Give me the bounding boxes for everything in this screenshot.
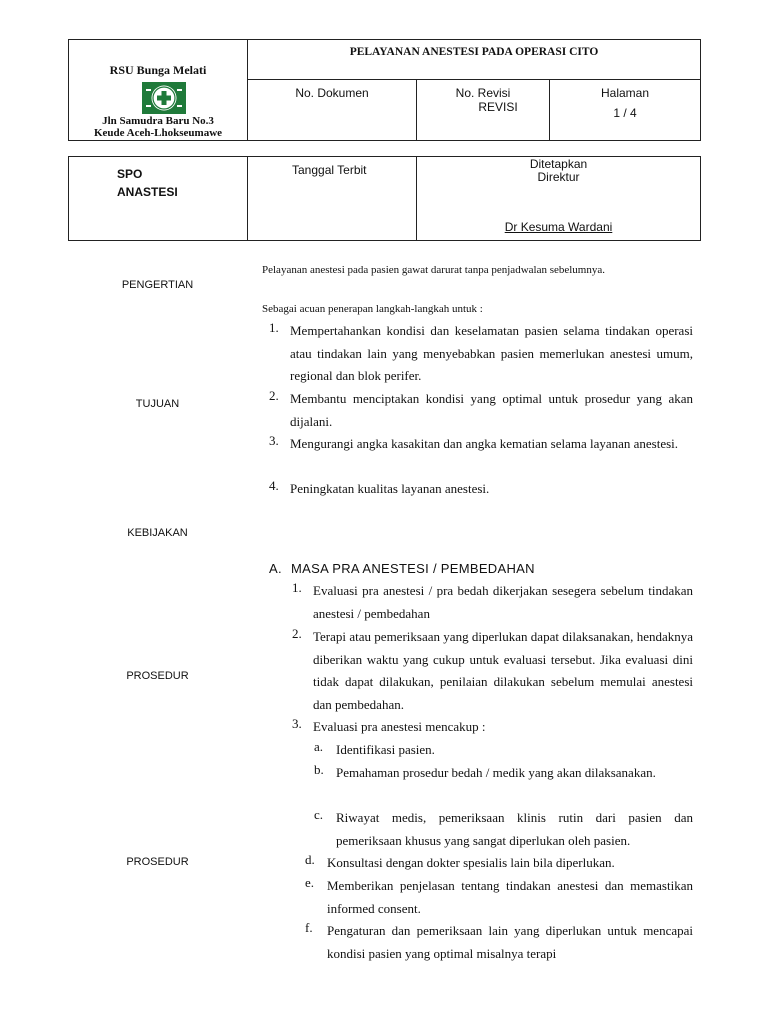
evaluasi-subitem-text: Konsultasi dengan dokter spesialis lain bila diperlukan.	[327, 855, 615, 870]
spo-cell	[69, 157, 248, 241]
doc-title: PELAYANAN ANESTESI PADA OPERASI CITO	[349, 46, 599, 58]
evaluasi-subitem-num: d.	[305, 852, 315, 867]
prosedur-item-num: 3.	[292, 716, 302, 731]
spo-subject: ANASTESI	[117, 185, 178, 199]
pengertian-text: Pelayanan anestesi pada pasien gawat darurat tanpa penjadwalan sebelumnya.	[262, 264, 605, 276]
hospital-name: RSU Bunga Melati	[109, 63, 207, 77]
direktur-label: Direktur	[537, 170, 580, 184]
tujuan-item-num: 4.	[269, 478, 279, 493]
no-revisi-label: No. Revisi	[455, 86, 511, 101]
tanggal-terbit-cell	[248, 157, 417, 241]
halaman-label: Halaman	[600, 86, 650, 101]
evaluasi-subitem-num: b.	[314, 762, 324, 777]
tujuan-item-num: 1.	[269, 320, 279, 335]
pengertian-label: PENGERTIAN	[121, 279, 194, 291]
no-revisi-value: REVISI	[478, 100, 518, 115]
ditetapkan-label: Ditetapkan	[529, 157, 588, 171]
prosedur-heading: MASA PRA ANESTESI / PEMBEDAHAN	[291, 561, 535, 576]
evaluasi-subitem-text: Memberikan penjelasan tentang tindakan anestesi dan memastikan informed consent.	[327, 878, 693, 916]
prosedur-label-2: PROSEDUR	[126, 856, 189, 868]
hospital-address-line1: Jln Samudra Baru No.3	[102, 115, 214, 127]
evaluasi-subitem-num: c.	[314, 807, 324, 822]
tujuan-item-text: Peningkatan kualitas layanan anestesi.	[290, 481, 490, 496]
tujuan-item-text: Mengurangi angka kasakitan dan angka kematian selama layanan anestesi.	[290, 436, 679, 451]
tujuan-item-text: Membantu menciptakan kondisi yang optimal untuk prosedur yang akan dijalani.	[290, 391, 693, 429]
evaluasi-subitem-num: f.	[305, 920, 313, 935]
tujuan-intro: Sebagai acuan penerapan langkah-langkah untuk :	[262, 303, 483, 315]
prosedur-item-text: Evaluasi pra anestesi mencakup :	[313, 719, 486, 734]
tujuan-item-num: 2.	[269, 388, 279, 403]
document-approval-table	[68, 156, 701, 241]
tujuan-label: TUJUAN	[135, 398, 180, 410]
direktur-name: Dr Kesuma Wardani	[504, 220, 613, 234]
hospital-address-line2: Keude Aceh-Lhokseumawe	[93, 127, 223, 139]
tujuan-item-num: 3.	[269, 433, 279, 448]
hospital-logo-icon	[142, 82, 186, 114]
spo-label: SPO	[117, 167, 143, 181]
prosedur-item-num: 1.	[292, 580, 302, 595]
tanggal-terbit-label: Tanggal Terbit	[292, 163, 367, 177]
evaluasi-subitem-text: Identifikasi pasien.	[336, 742, 435, 757]
no-dokumen-label: No. Dokumen	[295, 86, 369, 101]
prosedur-label-1: PROSEDUR	[126, 670, 189, 682]
halaman-value: 1 / 4	[613, 106, 637, 121]
prosedur-item-text: Evaluasi pra anestesi / pra bedah dikerjakan sesegera sebelum tindakan anestesi / pembedahan	[313, 583, 693, 621]
evaluasi-subitem-text: Pemahaman prosedur bedah / medik yang akan dilaksanakan.	[336, 765, 656, 780]
halaman-cell	[550, 80, 701, 141]
doc-title-cell	[248, 40, 701, 80]
evaluasi-subitem-num: a.	[314, 739, 324, 754]
document-header-table	[68, 39, 701, 141]
prosedur-heading-letter: A.	[269, 561, 282, 576]
hospital-cell	[69, 40, 248, 141]
ditetapkan-cell	[417, 157, 701, 241]
prosedur-item-text: Terapi atau pemeriksaan yang diperlukan dapat dilaksanakan, hendaknya diberikan waktu yang cukup untuk evaluasi tersebut. Jika evaluasi dini tidak dapat dilakukan, penilaian dilakukan sebelum memulai anestesi dan pembedahan.	[313, 629, 693, 712]
prosedur-item-num: 2.	[292, 626, 302, 641]
kebijakan-label: KEBIJAKAN	[127, 527, 188, 539]
evaluasi-subitem-num: e.	[305, 875, 315, 890]
no-revisi-cell	[417, 80, 550, 141]
no-dokumen-cell	[248, 80, 417, 141]
tujuan-item-text: Mempertahankan kondisi dan keselamatan pasien selama tindakan operasi atau tindakan lain yang menyebabkan pasien memerlukan anestesi umum, regional dan blok perifer.	[290, 323, 693, 383]
evaluasi-subitem-text: Riwayat medis, pemeriksaan klinis rutin dari pasien dan pemeriksaan khusus yang sangat diperlukan oleh pasien.	[336, 810, 693, 848]
evaluasi-subitem-text: Pengaturan dan pemeriksaan lain yang diperlukan untuk mencapai kondisi pasien yang optimal misalnya terapi	[327, 923, 693, 961]
